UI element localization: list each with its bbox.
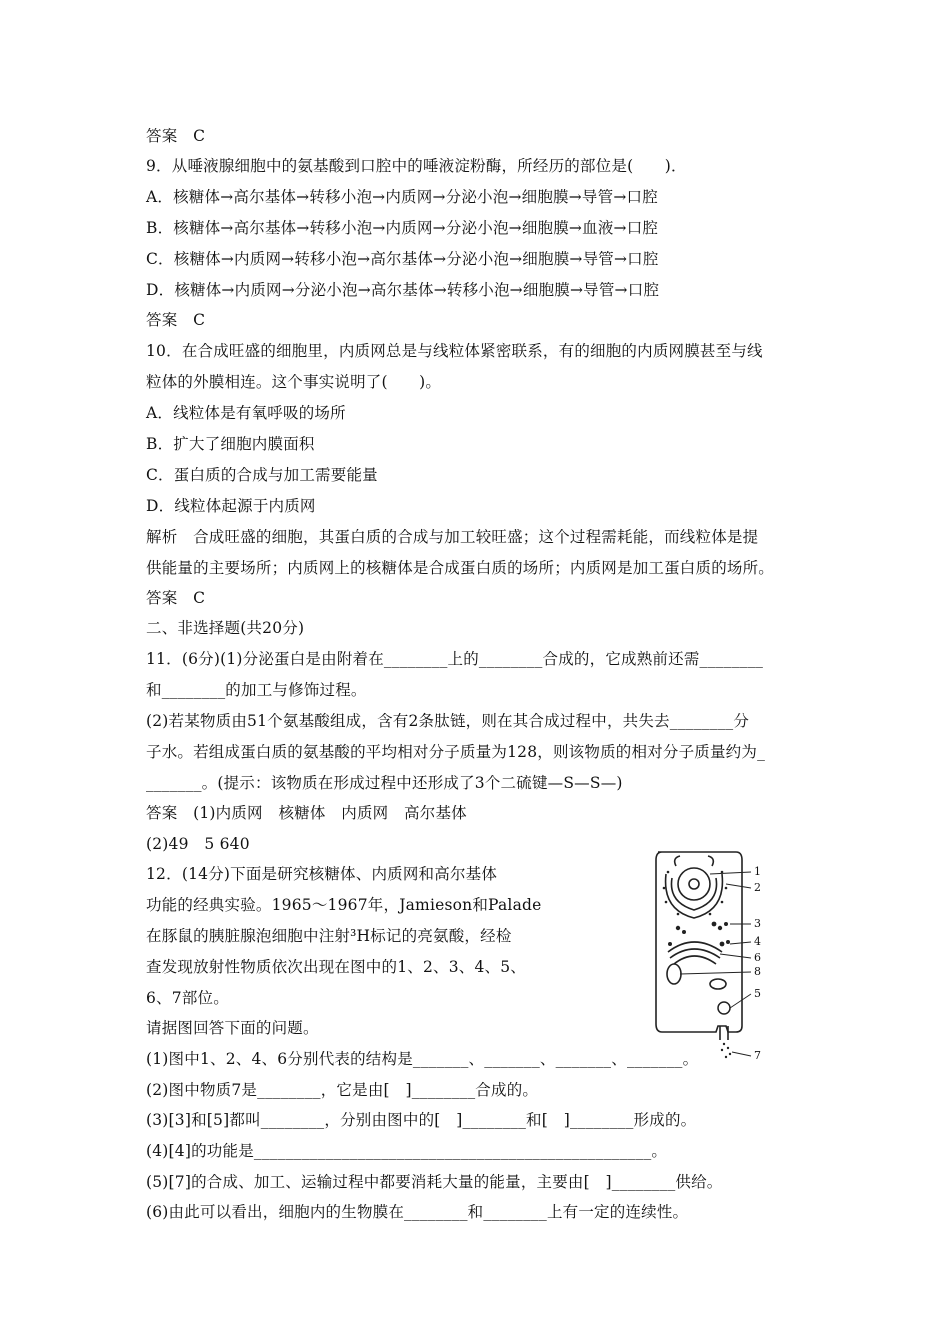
text-line: A．核糖体→高尔基体→转移小泡→内质网→分泌小泡→细胞膜→导管→口腔 bbox=[146, 188, 658, 206]
text-line: B．扩大了细胞内膜面积 bbox=[146, 435, 315, 453]
figure-label: 5 bbox=[754, 987, 761, 1000]
text-line: 答案 C bbox=[146, 127, 206, 145]
text-line: 子水。若组成蛋白质的氨基酸的平均相对分子质量为128，则该物质的相对分子质量约为_ bbox=[146, 743, 766, 761]
text-line: 解析 合成旺盛的细胞，其蛋白质的合成与加工较旺盛；这个过程需耗能，而线粒体是提 bbox=[146, 528, 759, 546]
text-line: C．核糖体→内质网→转移小泡→高尔基体→分泌小泡→细胞膜→导管→口腔 bbox=[146, 250, 659, 268]
text-line: (6)由此可以看出，细胞内的生物膜在________和________上有一定的连续性。 bbox=[146, 1203, 689, 1221]
text-line: (5)[7]的合成、加工、运输过程中都要消耗大量的能量，主要由[ ]________供给。 bbox=[146, 1173, 723, 1191]
figure-label: 1 bbox=[754, 865, 761, 878]
text-line: 答案 C bbox=[146, 589, 206, 607]
figure-label: 2 bbox=[754, 881, 761, 894]
text-line: 10．在合成旺盛的细胞里，内质网总是与线粒体紧密联系，有的细胞的内质网膜甚至与线 bbox=[146, 342, 763, 360]
text-line: 供能量的主要场所；内质网上的核糖体是合成蛋白质的场所；内质网是加工蛋白质的场所。 bbox=[146, 559, 775, 577]
text-line: (1)图中1、2、4、6分别代表的结构是_______、_______、_______、_______。 bbox=[146, 1050, 699, 1068]
text-line: 和________的加工与修饰过程。 bbox=[146, 681, 367, 699]
text-line: A．线粒体是有氧呼吸的场所 bbox=[146, 404, 346, 422]
figure-label: 7 bbox=[754, 1049, 761, 1060]
text-line: (3)[3]和[5]都叫________，分别由图中的[ ]________和[ ]________形成的。 bbox=[146, 1111, 697, 1129]
text-line: (2)49 5 640 bbox=[146, 835, 250, 853]
text-line: 9．从唾液腺细胞中的氨基酸到口腔中的唾液淀粉酶，所经历的部位是( )． bbox=[146, 157, 687, 175]
text-line: 在豚鼠的胰脏腺泡细胞中注射³H标记的亮氨酸，经检 bbox=[146, 927, 512, 945]
figure-label: 3 bbox=[754, 917, 761, 930]
text-line: _______。(提示：该物质在形成过程中还形成了3个二硫键—S—S—) bbox=[146, 774, 623, 792]
text-line: 11．(6分)(1)分泌蛋白是由附着在________上的________合成的，它成熟前还需________ bbox=[146, 650, 764, 668]
text-line: D．线粒体起源于内质网 bbox=[146, 497, 316, 515]
text-line: D．核糖体→内质网→分泌小泡→高尔基体→转移小泡→细胞膜→导管→口腔 bbox=[146, 281, 660, 299]
text-line: 答案 C bbox=[146, 311, 206, 329]
text-line: 二、非选择题(共20分) bbox=[146, 619, 305, 637]
text-line: (4)[4]的功能是__________________________________________________。 bbox=[146, 1142, 668, 1160]
text-line: B．核糖体→高尔基体→转移小泡→内质网→分泌小泡→细胞膜→血液→口腔 bbox=[146, 219, 659, 237]
text-line: (2)若某物质由51个氨基酸组成，含有2条肽链，则在其合成过程中，共失去________分 bbox=[146, 712, 750, 730]
figure-label: 6 bbox=[754, 951, 761, 964]
text-line: C．蛋白质的合成与加工需要能量 bbox=[146, 466, 378, 484]
text-line: 答案 (1)内质网 核糖体 内质网 高尔基体 bbox=[146, 804, 467, 822]
cell-diagram bbox=[648, 848, 780, 1060]
text-line: 6、7部位。 bbox=[146, 989, 229, 1007]
text-line: 12．(14分)下面是研究核糖体、内质网和高尔基体 bbox=[146, 865, 498, 883]
text-line: (2)图中物质7是________，它是由[ ]________合成的。 bbox=[146, 1081, 539, 1099]
text-line: 查发现放射性物质依次出现在图中的1、2、3、4、5、 bbox=[146, 958, 527, 976]
figure-label: 4 bbox=[754, 935, 761, 948]
text-line: 请据图回答下面的问题。 bbox=[146, 1019, 319, 1037]
figure-label: 8 bbox=[754, 965, 761, 978]
text-line: 粒体的外膜相连。这个事实说明了( )。 bbox=[146, 373, 442, 391]
text-line: 功能的经典实验。1965～1967年，Jamieson和Palade bbox=[146, 896, 542, 914]
